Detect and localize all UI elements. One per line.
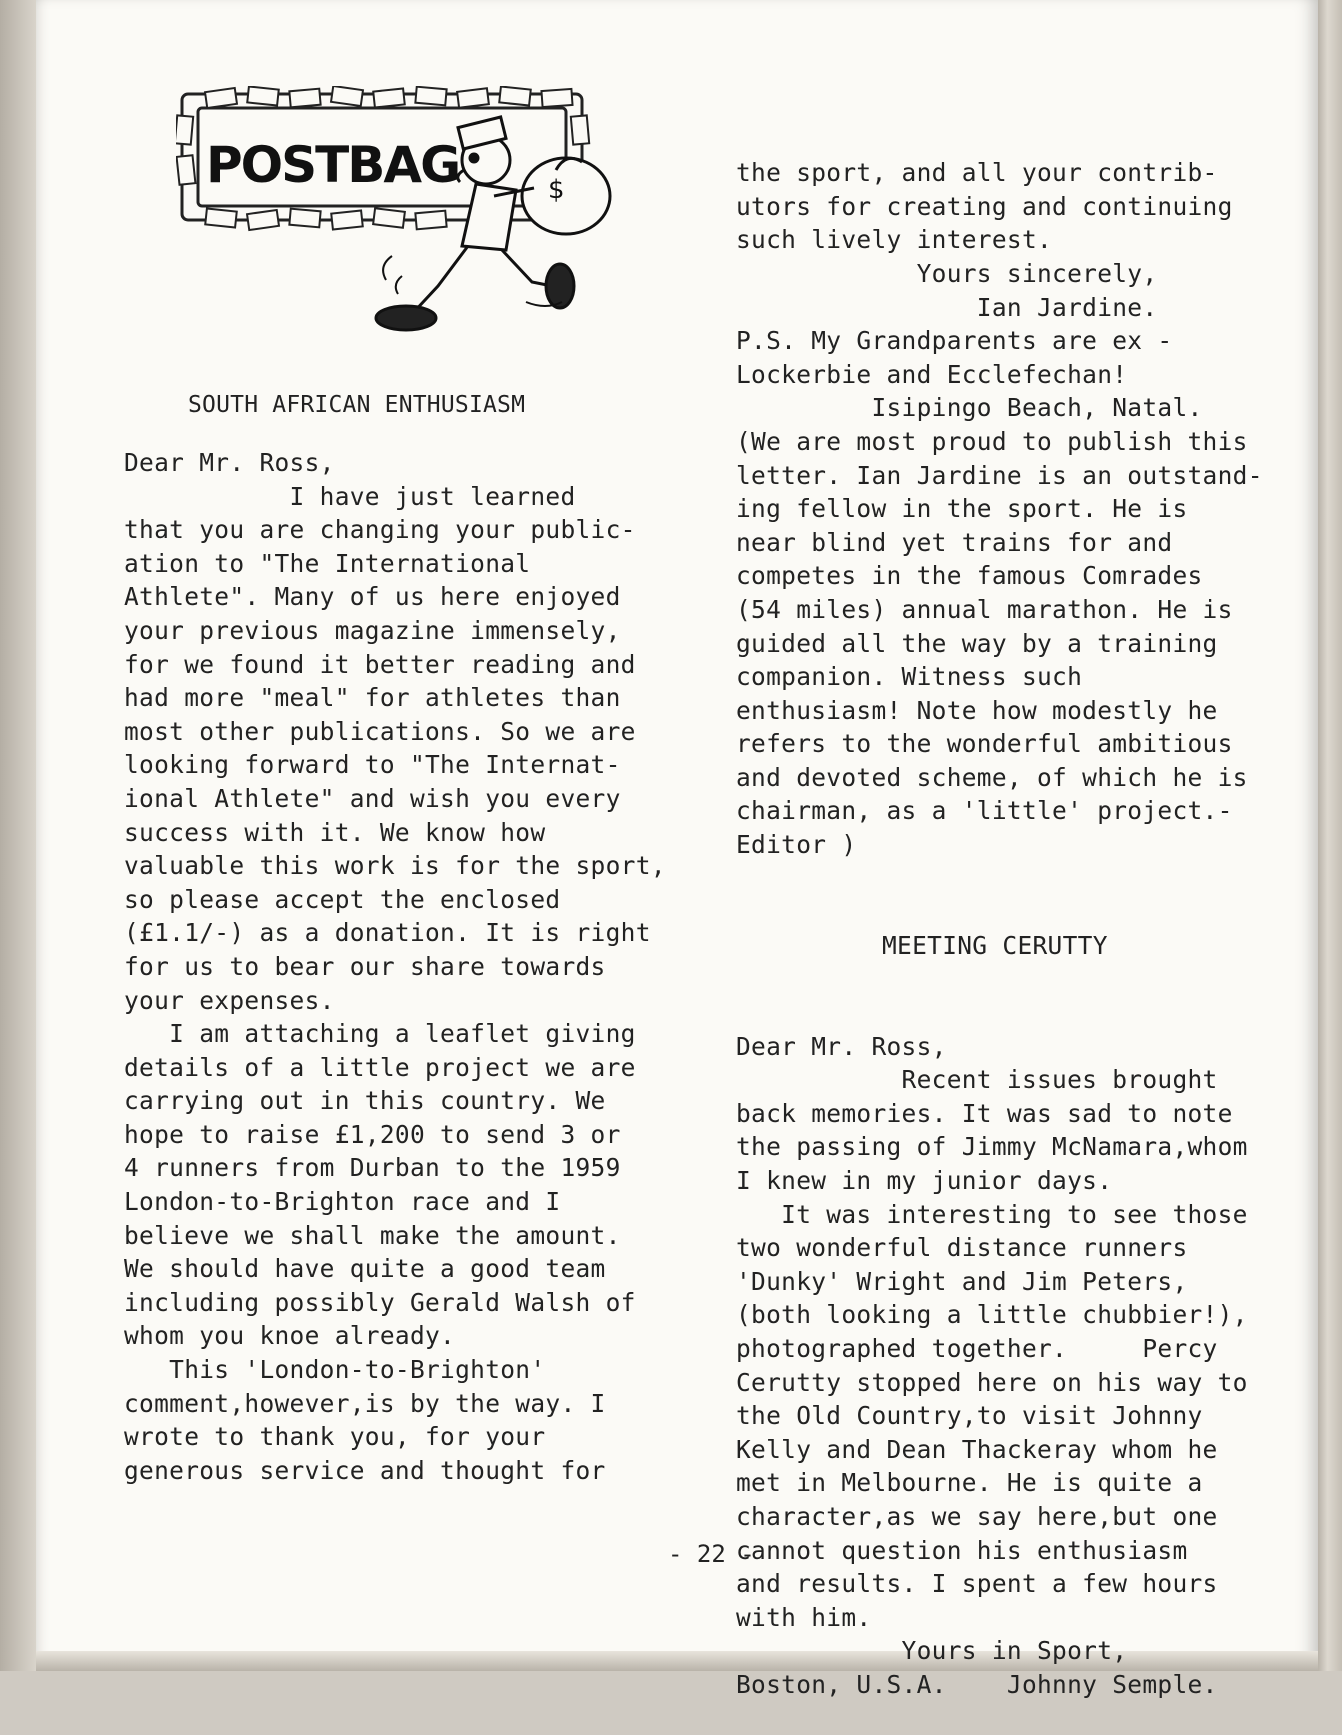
page-number: - 22 - [668,1540,755,1568]
letter-text-line: utors for creating and continuing [736,191,1233,221]
letter-text-line: had more "meal" for athletes than [124,683,621,713]
section-heading-south-african: SOUTH AFRICAN ENTHUSIASM [188,392,526,418]
letter-text-line: (54 miles) annual marathon. He is [736,594,1233,624]
letter-text-line: I knew in my junior days. [736,1166,1113,1195]
letter-text-line: Recent issues brought [736,1065,1218,1095]
letter-text-line: Boston, U.S.A. Johnny Semple. [736,1669,1218,1699]
letter-text-line: near blind yet trains for and [736,527,1173,557]
letter-text-line: whom you knoe already. [124,1321,456,1351]
letter-text-line: the sport, and all your contrib- [736,158,1218,188]
letter-text-line: Cerutty stopped here on his way to [736,1367,1248,1397]
letter-text-line: for we found it better reading and [124,649,636,679]
letter-text-line: Athlete". Many of us here enjoyed [124,582,621,612]
letter-text-line: details of a little project we are [124,1052,636,1082]
page-edge-right [1318,0,1342,1671]
letter-text-line: ional Athlete" and wish you every [124,783,621,813]
letter-text-line: guided all the way by a training [736,628,1218,658]
letter-text-line: competes in the famous Comrades [736,561,1203,591]
letter-text-line: your previous magazine immensely, [124,615,621,645]
letter-text-line: and devoted scheme, of which he is [736,762,1248,792]
letter-text-line: the Old Country,to visit Johnny [736,1401,1203,1431]
letter-text-line: with him. [736,1602,872,1632]
letter-text-line: such lively interest. [736,225,1053,255]
letter-text-line: Kelly and Dean Thackeray whom he [736,1434,1218,1464]
letter-text-line: I have just learned [124,481,576,511]
letter-text-line: chairman, as a 'little' project.- [736,796,1233,826]
letter-text-line: ing fellow in the sport. He is [736,494,1188,524]
letter-text-line: Dear Mr. Ross, [736,1031,947,1061]
postbag-logo [176,86,636,348]
letter-text-line: Dear Mr. Ross, [124,448,335,477]
letter-text-line: the passing of Jimmy McNamara,whom [736,1132,1248,1162]
letter-text-line: 4 runners from Durban to the 1959 [124,1153,621,1183]
letter-text-line: companion. Witness such [736,662,1083,692]
letter-text-line: looking forward to "The Internat- [124,750,621,780]
letter-text-line: (We are most proud to publish this [736,426,1248,456]
letter-text-line: most other publications. So we are [124,716,636,746]
letter-text-line: met in Melbourne. He is quite a [736,1468,1203,1498]
postbag-title: POSTBAG [206,136,460,194]
letter-text-line: enthusiasm! Note how modestly he [736,695,1218,725]
page-edge-left [0,0,36,1671]
letter-text-line: for us to bear our share towards [124,951,606,981]
letter-text-line: Yours sincerely, [736,258,1158,288]
letter-text-line: I am attaching a leaflet giving [124,1019,636,1049]
letter-text-line: including possibly Gerald Walsh of [124,1287,636,1317]
letter-right-column [736,89,1263,1735]
section-heading-meeting-cerutty: MEETING CERUTTY [882,930,1108,960]
letter-text-line: (both looking a little chubbier!), [736,1300,1248,1330]
letter-text-line: photographed together. Percy [736,1333,1218,1363]
letter-text-line: cannot question his enthusiasm [736,1535,1188,1565]
letter-text-line: success with it. We know how [124,817,546,847]
letter-text-line: two wonderful distance runners [736,1233,1188,1263]
svg-text:$: $ [548,175,565,205]
letter-left-column [124,446,666,1487]
letter-text-line: so please accept the enclosed [124,884,561,914]
letter-text-line: generous service and thought for [124,1455,606,1485]
letter-text-line: that you are changing your public- [124,515,636,545]
letter-text-line: character,as we say here,but one [736,1501,1218,1531]
letter-text-line: (£1.1/-) as a donation. It is right [124,918,651,948]
letter-text-line: and results. I spent a few hours [736,1569,1218,1599]
letter-text-line: carrying out in this country. We [124,1086,606,1116]
letter-text-line: London-to-Brighton race and I [124,1187,561,1217]
letter-text-line: Yours in Sport, [736,1636,1128,1666]
letter-text-line: back memories. It was sad to note [736,1098,1233,1128]
letter-text-line: letter. Ian Jardine is an outstand- [736,460,1263,490]
letter-text-line: Editor ) [736,830,857,860]
letter-text-line: refers to the wonderful ambitious [736,729,1233,759]
letter-text-line: Lockerbie and Ecclefechan! [736,359,1128,389]
letter-text-line: wrote to thank you, for your [124,1422,546,1452]
letter-text-line: This 'London-to-Brighton' [124,1355,546,1385]
letter-text-line: Isipingo Beach, Natal. [736,393,1203,423]
letter-text-line: ation to "The International [124,548,531,578]
letter-text-line: your expenses. [124,985,335,1015]
letter-text-line: Ian Jardine. [736,292,1158,322]
letter-text-line: hope to raise £1,200 to send 3 or [124,1119,621,1149]
letter-text-line: comment,however,is by the way. I [124,1388,606,1418]
letter-text-line: 'Dunky' Wright and Jim Peters, [736,1266,1188,1296]
letter-text-line: It was interesting to see those [736,1199,1248,1229]
letter-text-line: believe we shall make the amount. [124,1220,621,1250]
letter-text-line: valuable this work is for the sport, [124,851,666,881]
letter-text-line: We should have quite a good team [124,1254,606,1284]
letter-text-line: P.S. My Grandparents are ex - [736,326,1173,356]
